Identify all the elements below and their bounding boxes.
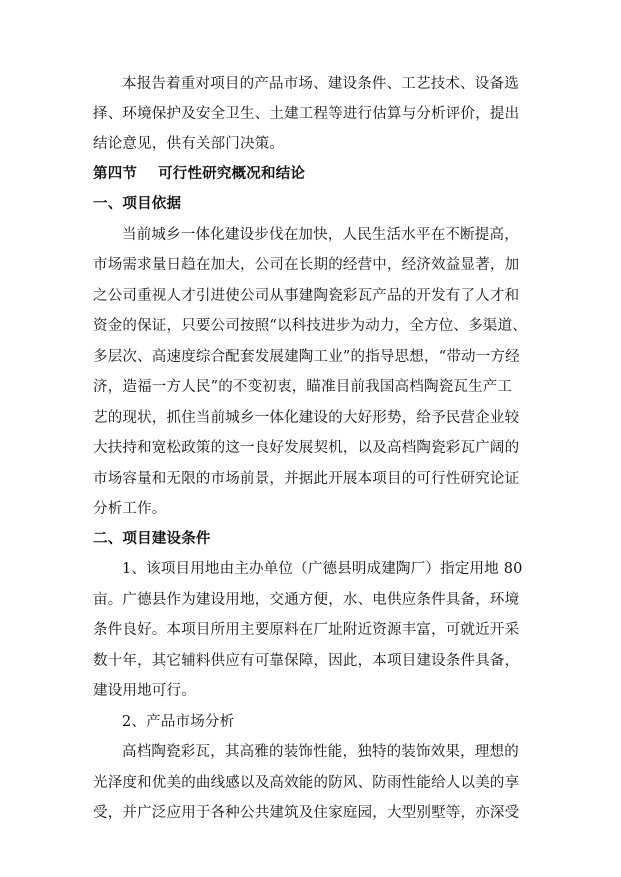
subsection-1-line-3: 之公司重视人才引进使公司从事建陶瓷彩瓦产品的开发有了人才和 <box>93 288 520 304</box>
subsection-1-line-10: 分析工作。 <box>93 501 167 517</box>
subsection-2-line-3: 条件良好。本项目所用主要原料在厂址附近资源丰富，可就近开采 <box>93 622 520 638</box>
subsection-1-line-2: 市场需求量日趋在加大，公司在长期的经营中，经济效益显著，加 <box>93 257 520 273</box>
item-2-line-1: 高档陶瓷彩瓦，其高雅的装饰性能，独特的装饰效果，理想的 <box>122 744 519 760</box>
intro-line-1: 本报告着重对项目的产品市场、建设条件、工艺技术、设备选 <box>122 76 519 92</box>
subsection-2-line-4: 数十年，其它辅料供应有可靠保障，因此，本项目建设条件具备， <box>93 653 520 669</box>
section-heading: 第四节 可行性研究概况和结论 <box>93 166 306 182</box>
subsection-2-line-2: 亩。广德县作为建设用地，交通方便，水、电供应条件具备，环境 <box>93 592 520 608</box>
subsection-1-line-6: 济，造福一方人民”的不变初衷，瞄准目前我国高档陶瓷瓦生产工 <box>93 379 513 395</box>
subsection-1-line-4: 资金的保证，只要公司按照“以科技进步为动力，全方位、多渠道、 <box>93 318 527 334</box>
subsection-1-line-9: 市场容量和无限的市场前景，并据此开展本项目的可行性研究论证 <box>93 471 520 487</box>
subsection-2-line-1: 1、该项目用地由主办单位（广德县明成建陶厂）指定用地 80 <box>122 561 523 577</box>
subsection-1-line-8: 大扶持和宽松政策的这一良好发展契机，以及高档陶瓷彩瓦广阔的 <box>93 440 520 456</box>
item-2-heading: 2、产品市场分析 <box>122 714 235 730</box>
subsection-2-heading: 二、项目建设条件 <box>93 531 211 547</box>
intro-line-3: 结论意见，供有关部门决策。 <box>93 136 285 152</box>
subsection-1-line-1: 当前城乡一体化建设步伐在加快，人民生活水平在不断提高， <box>122 227 519 243</box>
item-2-line-2: 光泽度和优美的曲线感以及高效能的防风、防雨性能给人以美的享 <box>93 775 520 791</box>
subsection-2-line-5: 建设用地可行。 <box>93 683 196 699</box>
subsection-1-heading: 一、项目依据 <box>93 196 182 212</box>
subsection-1-line-7: 艺的现状，抓住当前城乡一体化建设的大好形势，给予民营企业较 <box>93 410 520 426</box>
subsection-1-line-5: 多层次、高速度综合配套发展建陶工业”的指导思想，“带动一方经 <box>93 349 520 365</box>
item-2-line-3: 受，并广泛应用于各种公共建筑及住家庭园，大型别墅等，亦深受 <box>93 805 520 821</box>
intro-line-2: 择、环境保护及安全卫生、土建工程等进行估算与分析评价，提出 <box>93 106 520 122</box>
